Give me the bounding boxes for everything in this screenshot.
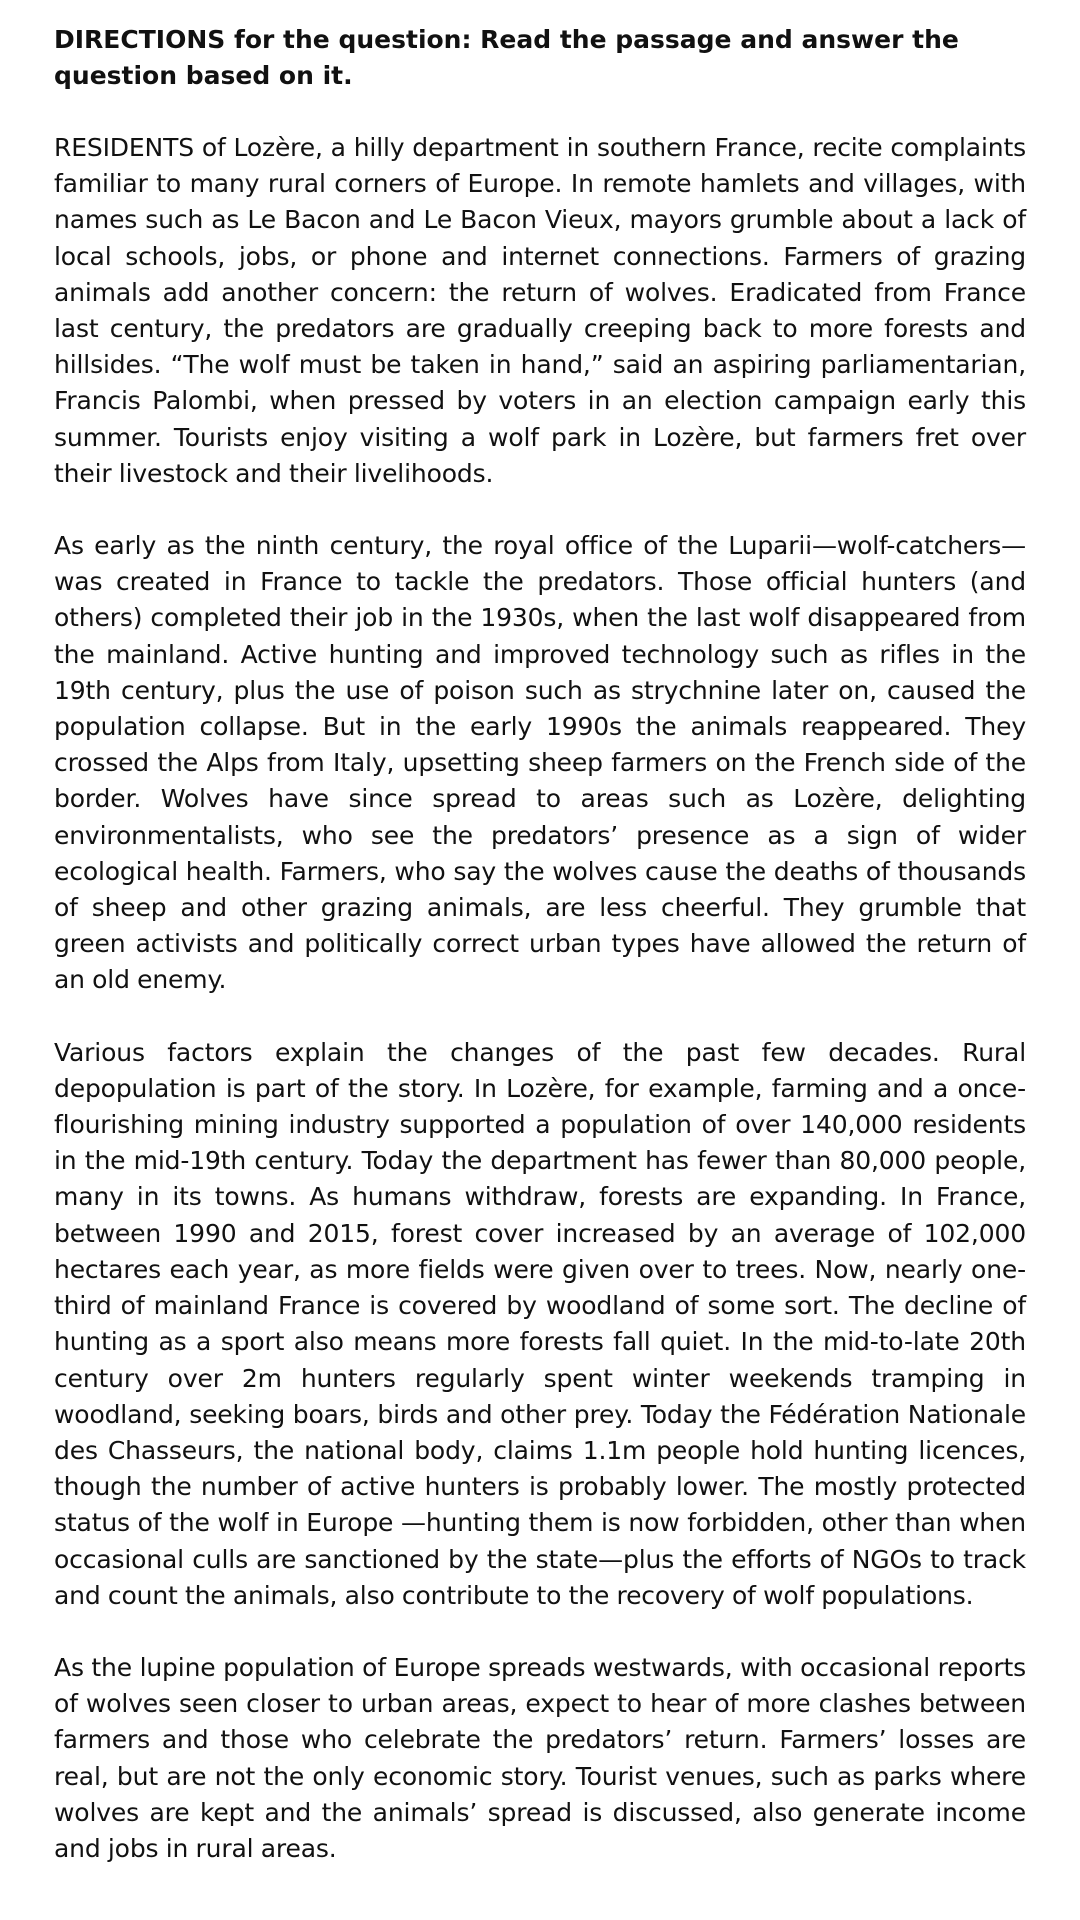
passage-paragraph-1: RESIDENTS of Lozère, a hilly department in southern France, recite complaints familiar to many rural corners of Europe. In remote hamlets and villages, with names such as Le Bacon and Le Bacon Vieux, mayors grumble about a lack of local schools, jobs, or phone and internet connections. Farmers of grazing animals add another concern: the return of wolves. Eradicated from France last century, the predators are gradually creeping back to more forests and hillsides. “The wolf must be taken in hand,” said an aspiring parliamentarian, Francis Palombi, when pressed by voters in an election campaign early this summer. Tourists enjoy visiting a wolf park in Lozère, but farmers fret over their livestock and their livelihoods. — [54, 133, 1026, 488]
passage — [54, 130, 1026, 1867]
passage-paragraph-4: As the lupine population of Europe spreads westwards, with occasional reports of wolves seen closer to urban areas, expect to hear of more clashes between farmers and those who celebrate the predators’ return. Farmers’ losses are real, but are not the only economic story. Tourist venues, such as parks where wolves are kept and the animals’ spread is discussed, also generate income and jobs in rural areas. — [54, 1652, 1026, 1863]
directions-heading: DIRECTIONS for the question: Read the passage and answer the question based on it. — [54, 25, 959, 90]
passage-paragraph-2: As early as the ninth century, the royal office of the Luparii—wolf-catchers—was created in France to tackle the predators. Those official hunters (and others) completed their job in the 1930s, when the last wolf disappeared from the mainland. Active hunting and improved technology such as rifles in the 19th century, plus the use of poison such as strychnine later on, caused the population collapse. But in the early 1990s the animals reappeared. They crossed the Alps from Italy, upsetting sheep farmers on the French side of the border. Wolves have since spread to areas such as Lozère, delighting environmentalists, who see the predators’ presence as a sign of wider ecological health. Farmers, who say the wolves cause the deaths of thousands of sheep and other grazing animals, are less cheerful. They grumble that green activists and politically correct urban types have allowed the return of an old enemy. — [54, 531, 1026, 995]
passage-paragraph-3: Various factors explain the changes of the past few decades. Rural depopulation is part of the story. In Lozère, for example, farming and a once-flourishing mining industry supported a population of over 140,000 residents in the mid-19th century. Today the department has fewer than 80,000 people, many in its towns. As humans withdraw, forests are expanding. In France, between 1990 and 2015, forest cover increased by an average of 102,000 hectares each year, as more fields were given over to trees. Now, nearly one-third of mainland France is covered by woodland of some sort. The decline of hunting as a sport also means more forests fall quiet. In the mid-to-late 20th century over 2m hunters regularly spent winter weekends tramping in woodland, seeking boars, birds and other prey. Today the Fédération Nationale des Chasseurs, the national body, claims 1.1m people hold hunting licences, though the number of active hunters is probably lower. The mostly protected status of the wolf in Europe —hunting them is now forbidden, other than when occasional culls are sanctioned by the state—plus the efforts of NGOs to track and count the animals, also contribute to the recovery of wolf populations. — [54, 1037, 1026, 1610]
